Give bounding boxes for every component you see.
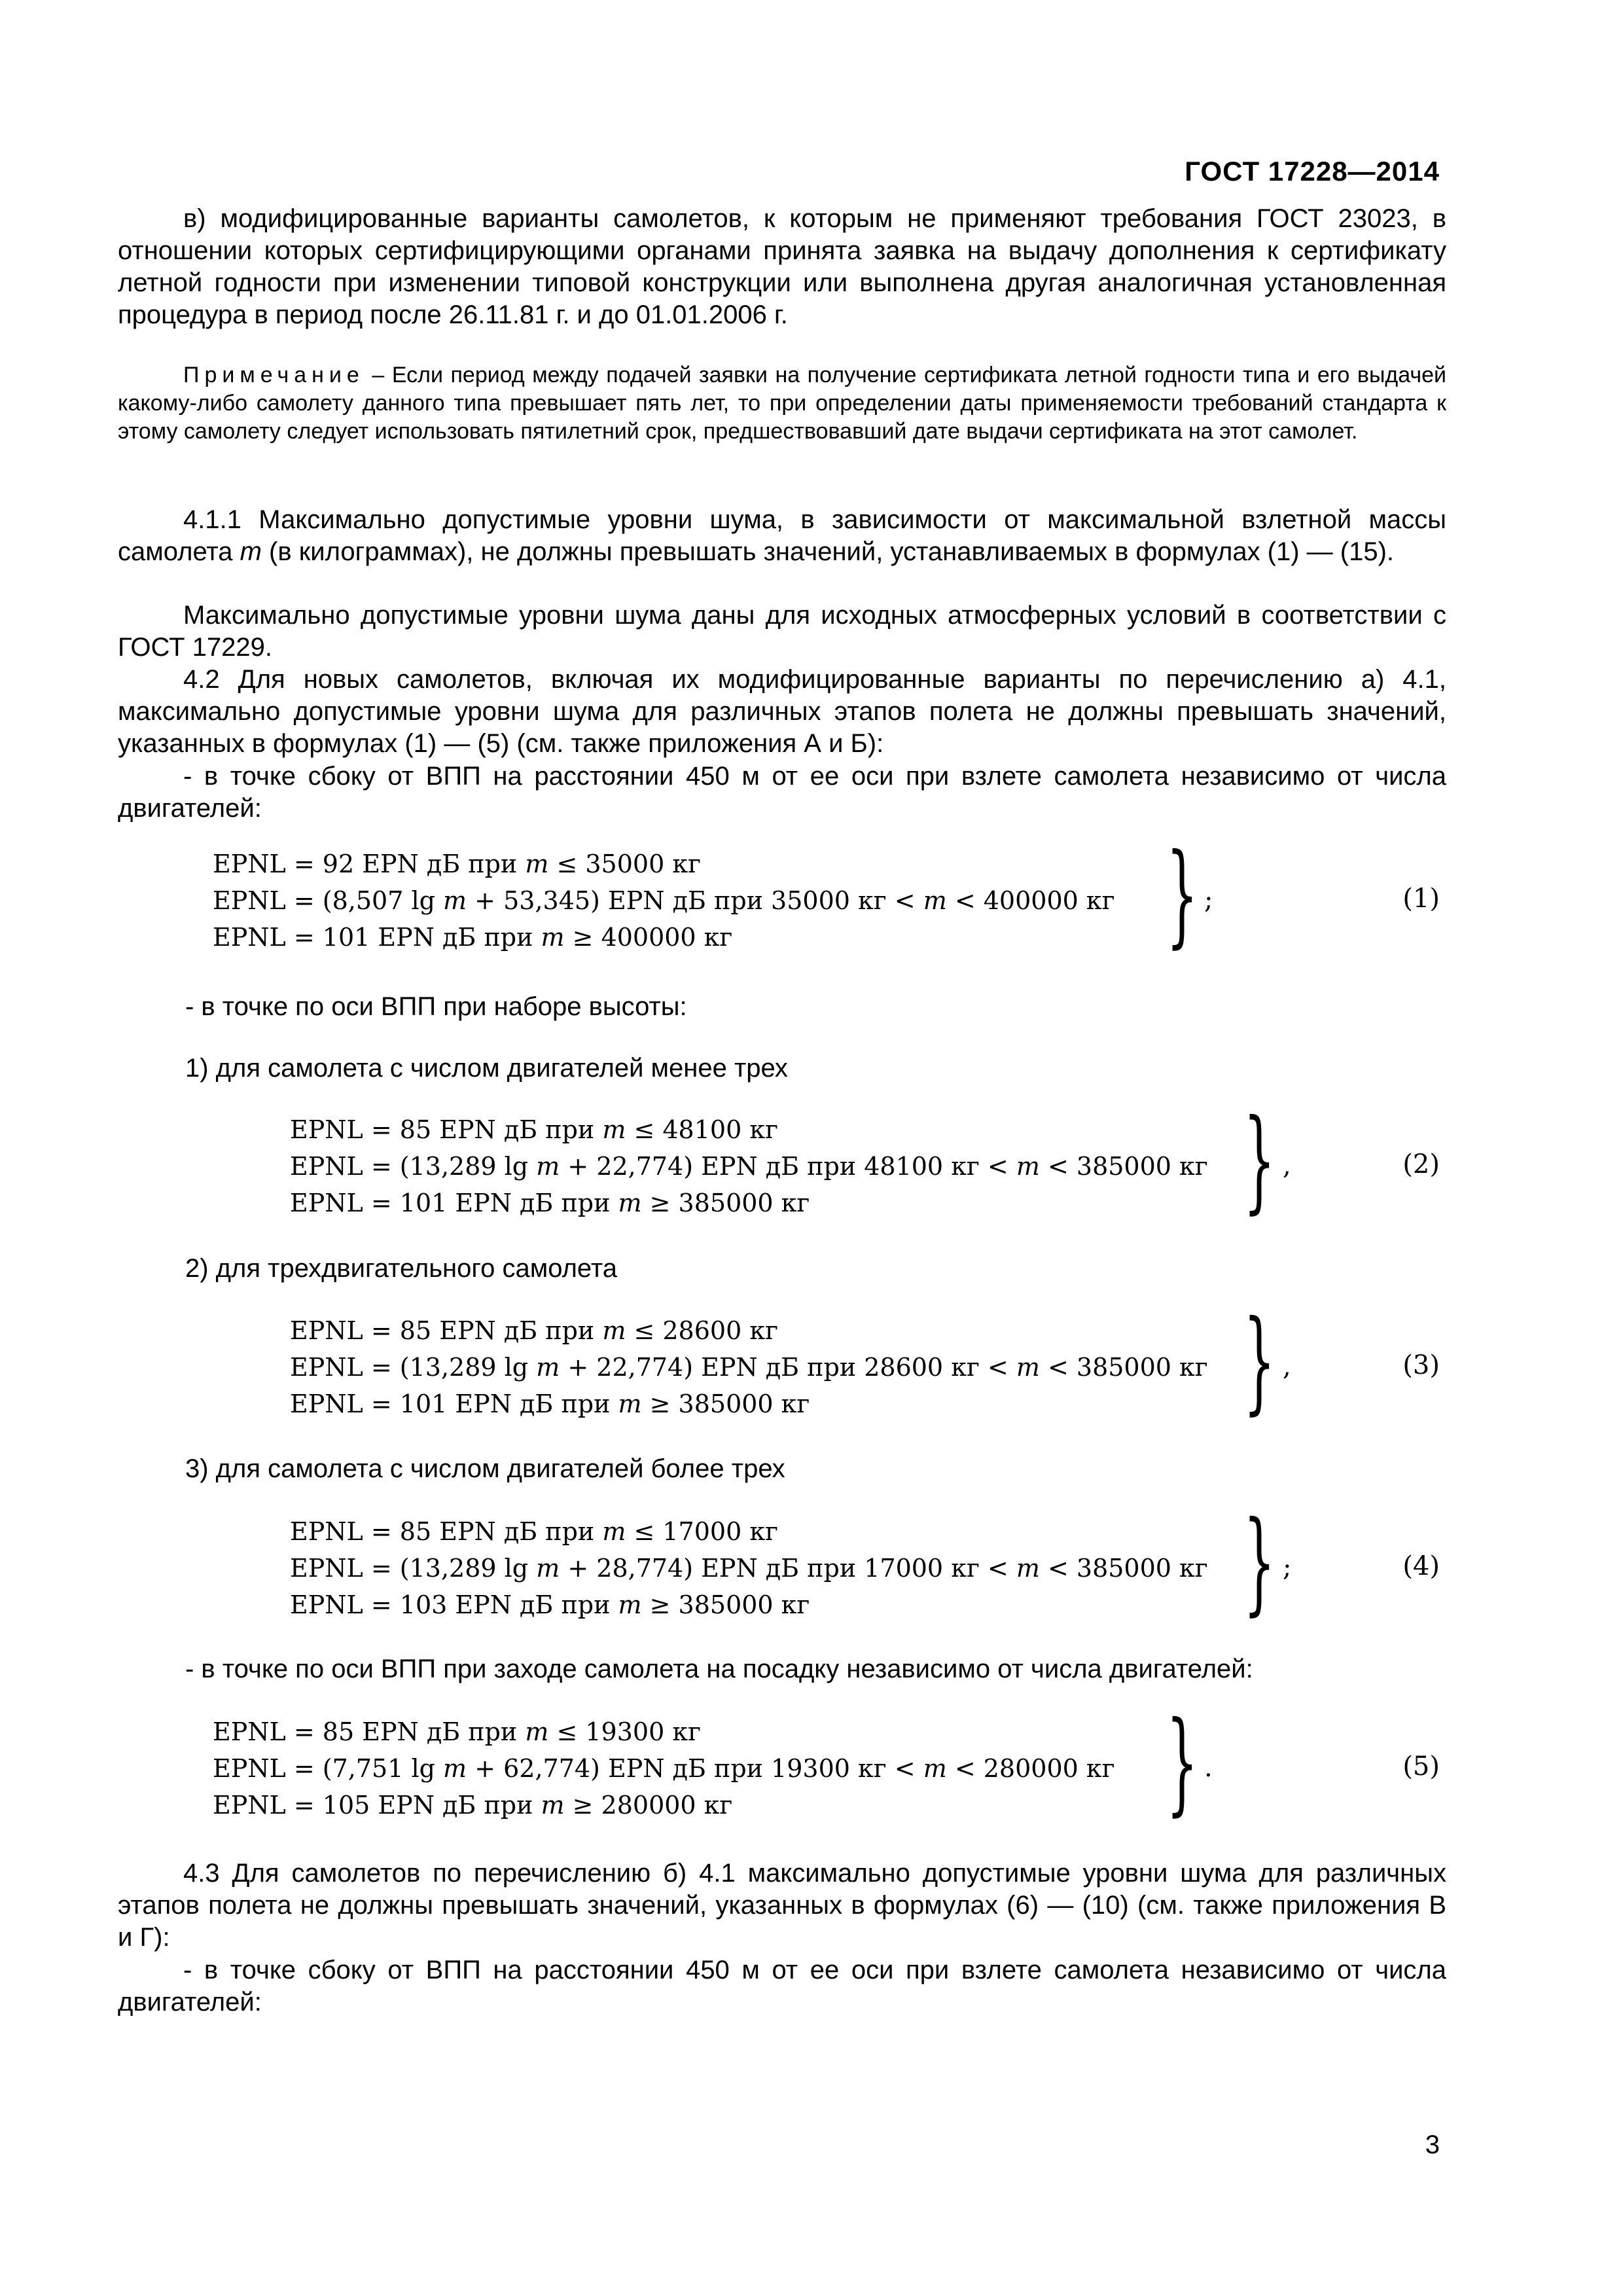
mass-variable: m [240,537,262,566]
formula-3-punct: , [1283,1352,1291,1382]
clause-4-2-paragraph: 4.2 Для новых самолетов, включая их модифицированные варианты по перечислению а) 4.1, максимально допустимые уровни шума для различных этапов полета не должны превышать значений, указанных в формулах (1) — (5) (см. также приложения А и Б): [118,665,1446,758]
formula-4-block [290,1513,1208,1623]
climb-case-3: 3) для самолета с числом двигателей более трех [185,1454,785,1483]
right-brace-icon: } [1243,1297,1275,1426]
formula-4-number: (4) [1402,1551,1440,1581]
side-takeoff-paragraph: - в точке сбоку от ВПП на расстоянии 450 м от ее оси при взлете самолета независимо от числа двигателей: [118,762,1446,823]
formula-3-number: (3) [1402,1350,1440,1380]
note-label: Примечание [183,363,365,387]
document-code-header: ГОСТ 17228—2014 [1185,156,1440,187]
formula-line: EPNL = 92 EPN дБ при m ≤ 35000 кг [213,850,701,878]
formula-line: EPNL = 85 EPN дБ при m ≤ 17000 кг [290,1517,778,1546]
climb-case-1: 1) для самолета с числом двигателей менее трех [185,1054,788,1083]
climb-paragraph: - в точке по оси ВПП при наборе высоты: [185,992,687,1021]
item-v-paragraph: в) модифицированные варианты самолетов, к которым не применяют требования ГОСТ 23023, в отношении которых сертифицирующими органами принята заявка на выдачу дополнения к сертификату летной годности при изменении типовой конструкции или выполнена другая аналогичная установленная процедура в период после 26.11.81 г. и до 01.01.2006 г. [118,204,1446,329]
formula-line: EPNL = 101 EPN дБ при m ≥ 400000 кг [213,923,733,952]
clause-4-1-1-text: 4.1.1 Максимально допустимые уровни шума, в зависимости от максимальной взлетной массы самолета m (в килограммах), не должны превышать значений, устанавливаемых в формулах (1) — (15). [118,505,1446,566]
formula-5-punct: . [1204,1753,1213,1783]
formula-line: EPNL = 101 EPN дБ при m ≥ 385000 кг [290,1390,810,1418]
right-brace-icon: } [1243,1096,1275,1225]
right-brace-icon: } [1166,1698,1198,1827]
formula-line: EPNL = 105 EPN дБ при m ≥ 280000 кг [213,1791,733,1820]
formula-line: EPNL = (13,289 lg m + 22,774) EPN дБ при 48100 кг < m < 385000 кг [290,1152,1208,1181]
right-brace-icon: } [1243,1498,1275,1627]
approach-paragraph: - в точке по оси ВПП при заходе самолета на посадку независимо от числа двигателей: [185,1655,1253,1683]
note-paragraph [118,361,1446,446]
formula-1-punct: ; [1204,885,1213,915]
note-text: – Если период между подачей заявки на получение сертификата летной годности типа и его выдачей какому-либо самолету данного типа превышает пять лет, то при определении даты применяемости требований стандарта к этому самолету следует использовать пятилетний срок, предшествовавший дате выдачи сертификата на этот самолет. [118,363,1446,444]
formula-line: EPNL = 85 EPN дБ при m ≤ 48100 кг [290,1115,778,1144]
formula-line: EPNL = (7,751 lg m + 62,774) EPN дБ при 19300 кг < m < 280000 кг [213,1754,1115,1783]
formula-5-number: (5) [1402,1751,1440,1782]
page-number: 3 [1425,2130,1440,2159]
formula-line: EPNL = 85 EPN дБ при m ≤ 19300 кг [213,1717,701,1746]
formula-line: EPNL = 85 EPN дБ при m ≤ 28600 кг [290,1316,778,1345]
climb-case-2: 2) для трехдвигательного самолета [185,1254,617,1283]
formula-2-number: (2) [1402,1149,1440,1179]
conditions-paragraph: Максимально допустимые уровни шума даны для исходных атмосферных условий в соответствии с ГОСТ 17229. [118,601,1446,662]
right-brace-icon: } [1166,830,1198,960]
formula-2-block [290,1111,1208,1221]
formula-line: EPNL = 103 EPN дБ при m ≥ 385000 кг [290,1590,810,1619]
clause-4-1-1-paragraph [118,504,1446,568]
formula-1-block [213,846,1115,956]
formula-line: EPNL = 101 EPN дБ при m ≥ 385000 кг [290,1189,810,1217]
formula-3-block [290,1312,1208,1422]
formula-line: EPNL = (8,507 lg m + 53,345) EPN дБ при 35000 кг < m < 400000 кг [213,886,1115,915]
side-takeoff-paragraph-2: - в точке сбоку от ВПП на расстоянии 450 м от ее оси при взлете самолета независимо от числа двигателей: [118,1956,1446,2017]
formula-4-punct: ; [1283,1552,1292,1583]
formula-line: EPNL = (13,289 lg m + 22,774) EPN дБ при 28600 кг < m < 385000 кг [290,1353,1208,1382]
formula-1-number: (1) [1402,884,1440,914]
formula-2-punct: , [1283,1151,1291,1181]
formula-line: EPNL = (13,289 lg m + 28,774) EPN дБ при 17000 кг < m < 385000 кг [290,1554,1208,1583]
clause-4-3-paragraph: 4.3 Для самолетов по перечислению б) 4.1 максимально допустимые уровни шума для различных этапов полета не должны превышать значений, указанных в формулах (6) — (10) (см. также приложения В и Г): [118,1859,1446,1952]
formula-5-block [213,1713,1115,1823]
